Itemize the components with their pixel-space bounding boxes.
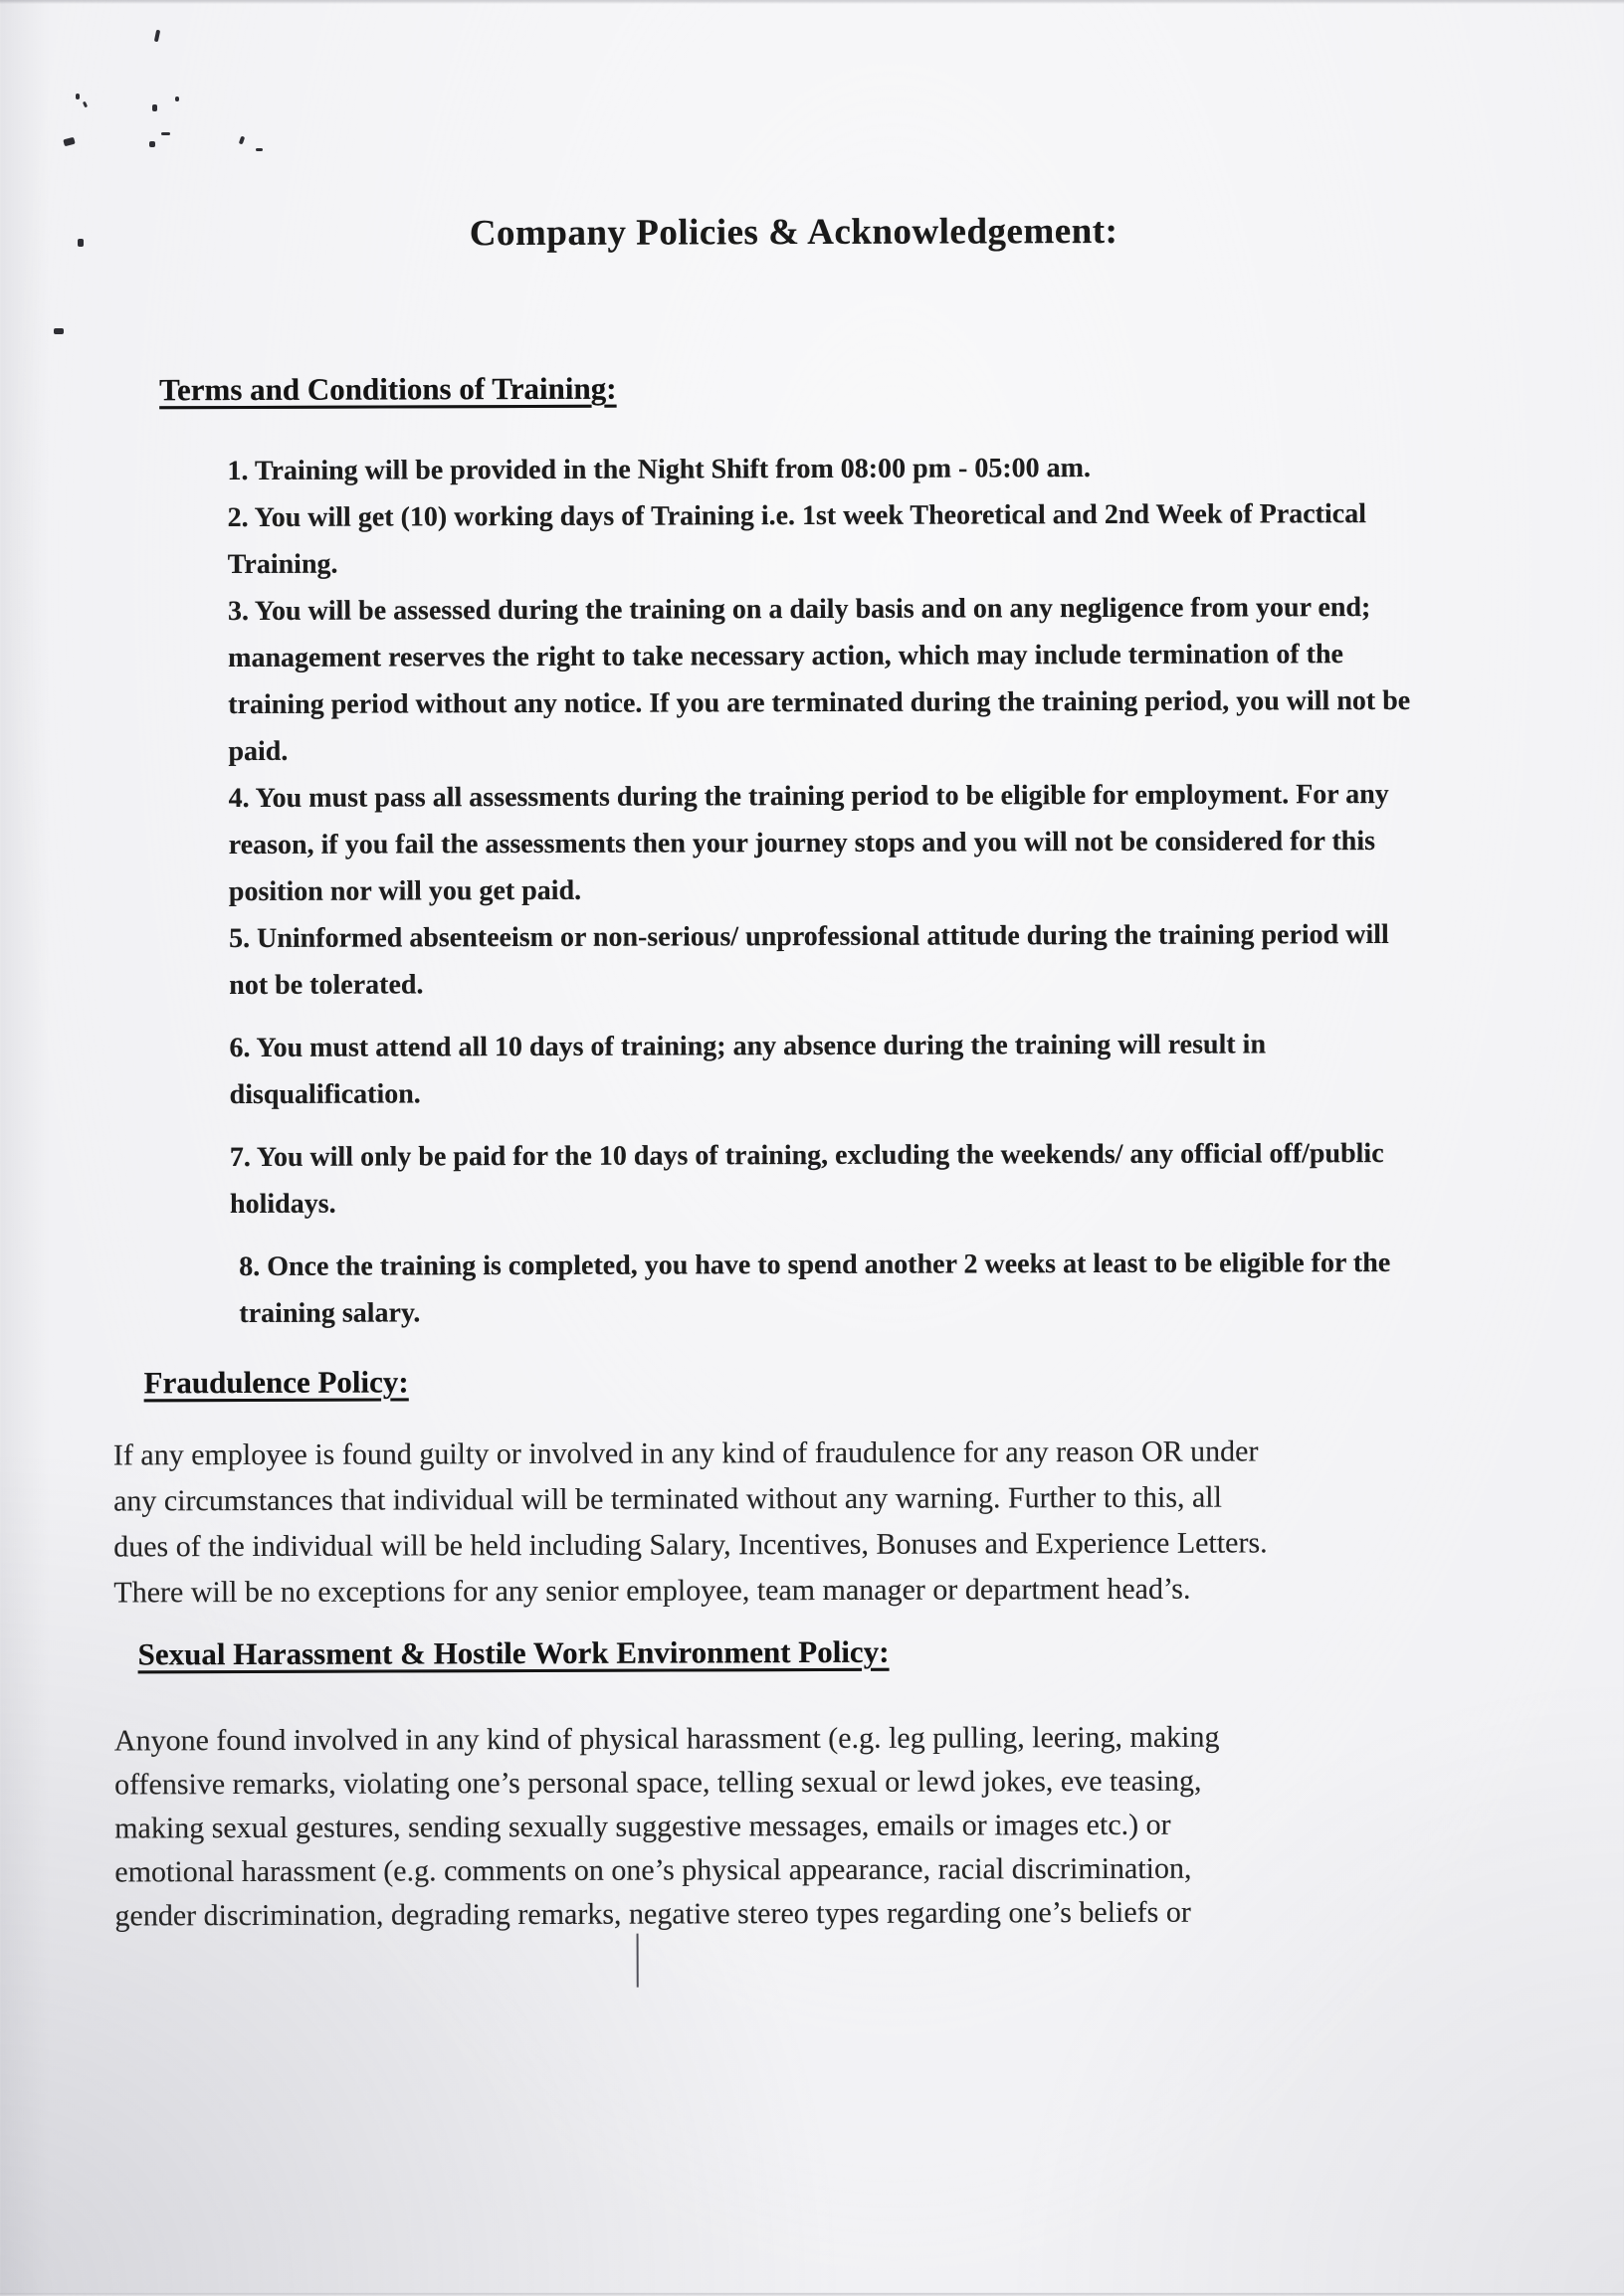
harassment-paragraph: Anyone found involved in any kind of physical harassment (e.g. leg pulling, leering, making offensive remarks, violating one’s personal space, telling sexual or lewd jokes, eve teasing, making sexual gestures, sending sexually suggestive messages, emails or images etc.) or emotional harassment (e.g. comments on one’s physical appearance, racial discrimination, gender discrimination, degrading remarks, negative stereo types regarding one’s beliefs or [113, 1720, 1220, 1933]
document-title: Company Policies & Acknowledgement: [469, 210, 1118, 255]
terms-item-1: 1. Training will be provided in the Night Shift from 08:00 pm - 05:00 am. [227, 453, 1092, 487]
terms-item-2: 2. You will get (10) working days of Training i.e. 1st week Theoretical and 2nd Week of Practical Training. [227, 498, 1367, 581]
terms-item-6: 6. You must attend all 10 days of training; any absence during the training will result in disqualification. [229, 1029, 1267, 1111]
fraudulence-heading: Fraudulence Policy: [143, 1364, 409, 1401]
terms-item-5: 5. Uninformed absenteeism or non-serious/ unprofessional attitude during the training period will not be tolerated. [229, 918, 1389, 1002]
harassment-heading: Sexual Harassment & Hostile Work Environment Policy: [137, 1633, 890, 1672]
terms-list [227, 443, 1583, 1337]
terms-item-8: 8. Once the training is completed, you have to spend another 2 weeks at least to be eligible for the training salary. [239, 1246, 1391, 1330]
pen-mark [637, 1934, 639, 1988]
terms-item-7: 7. You will only be paid for the 10 days of training, excluding the weekends/ any official off/public holidays. [229, 1137, 1384, 1221]
terms-item-3: 3. You will be assessed during the training on a daily basis and on any negligence from your end; management reserves the right to take necessary action, which may include termination of the training period without any notice. If you are terminated during the training period, you will not be paid. [227, 592, 1411, 768]
terms-heading: Terms and Conditions of Training: [159, 370, 617, 408]
fraudulence-paragraph: If any employee is found guilty or involved in any kind of fraudulence for any reason OR under any circumstances that individual will be terminated without any warning. Further to this, all dues of the individual will be held including Salary, Incentives, Bonuses and Experience Letters. There will be no exceptions for any senior employee, team manager or department head’s. [112, 1435, 1268, 1610]
terms-item-4: 4. You must pass all assessments during the training period to be eligible for employment. For any reason, if you fail the assessments then your journey stops and you will not be considered for this position nor will you get paid. [228, 778, 1389, 908]
